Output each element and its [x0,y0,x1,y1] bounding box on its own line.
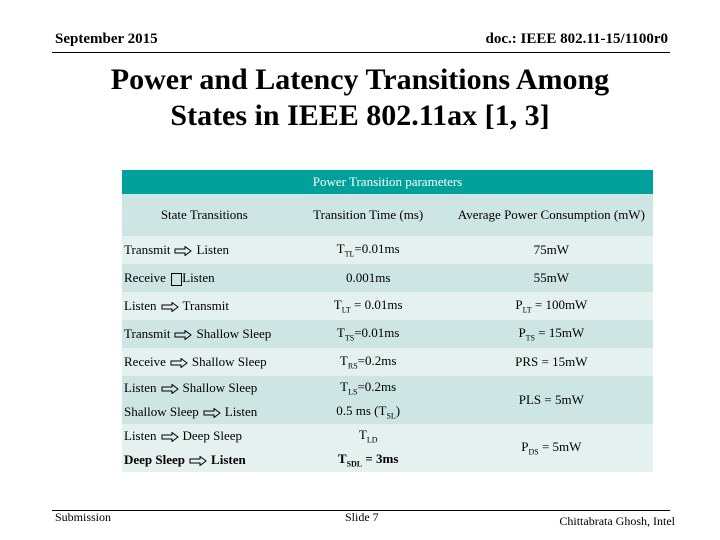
state-cell [122,348,287,376]
to-state: Shallow Sleep [196,326,272,341]
from-state: Transmit [124,326,171,341]
header-date: September 2015 [55,31,158,47]
header-divider [52,52,670,53]
from-state: Receive [124,354,166,369]
power-cell: $P_{DS} = 5mW$ [450,424,653,472]
header-doc-id: doc.: IEEE 802.11-15/1100r0 [485,31,668,47]
col-header-power: Average Power Consumption (mW) [450,194,653,236]
from-state: Transmit [124,242,171,257]
to-state: Transmit [182,298,229,313]
from-state: Listen [124,298,157,313]
time-cell: 0.5 ms $(T_{SL})$ [287,400,450,424]
arrow-right-icon [174,330,192,340]
from-state: Shallow Sleep [124,404,199,419]
state-cell [122,292,287,320]
time-cell: 0.001ms [287,264,450,292]
arrow-right-icon [161,302,179,312]
state-cell [122,448,287,472]
time-cell: $T_{LT} = 0.01ms$ [287,292,450,320]
col-header-time: Transition Time (ms) [287,194,450,236]
from-state: Listen [124,380,157,395]
power-cell: PRS = 15mW [450,348,653,376]
state-cell [122,320,287,348]
to-state: Listen [196,242,229,257]
state-cell [122,400,287,424]
power-cell: 55mW [450,264,653,292]
arrow-right-icon [170,358,188,368]
power-cell: PLS = 5mW [450,376,653,424]
footer-submission: Submission [55,510,112,524]
time-cell: $T_{TL}=0.01ms$ [287,236,450,264]
from-state: Receive [124,270,166,285]
table-row [122,424,653,448]
state-cell [122,264,287,292]
arrow-right-icon [174,246,192,256]
footer-author: Chittabrata Ghosh, Intel [559,514,675,528]
to-state: Listen [211,452,246,467]
slide-title [0,62,720,134]
time-cell: $T_{LD}$ [287,424,450,448]
power-cell: $P_{LT} = 100mW$ [450,292,653,320]
from-state: Deep Sleep [124,452,186,467]
to-state: Shallow Sleep [182,380,258,395]
table-header-row [122,194,653,236]
power-cell: 75mW [450,236,653,264]
to-state: Shallow Sleep [191,354,267,369]
power-cell: $P_{TS} = 15mW$ [450,320,653,348]
from-state: Listen [124,428,157,443]
power-transition-table [122,170,653,472]
table-row [122,292,653,320]
col-header-transitions: State Transitions [122,194,287,236]
arrow-right-icon [161,384,179,394]
table-row [122,376,653,400]
table-row [122,348,653,376]
state-cell [122,424,287,448]
table-row [122,236,653,264]
arrow-right-icon [203,408,221,418]
to-state: Deep Sleep [182,428,243,443]
title-line-2: States in IEEE 802.11ax [1, 3] [170,99,550,132]
time-cell: $T_{SDL} = 3ms$ [287,448,450,472]
table-caption: Power Transition parameters [122,170,653,194]
to-state: Listen [182,270,215,285]
arrow-right-icon [161,432,179,442]
state-cell [122,376,287,400]
footer-slide-number: Slide 7 [345,510,379,524]
missing-glyph-icon [171,273,182,286]
time-cell: $T_{TS}=0.01ms$ [287,320,450,348]
table-row [122,320,653,348]
state-cell [122,236,287,264]
title-line-1: Power and Latency Transitions Among [110,63,610,96]
to-state: Listen [224,404,258,419]
arrow-right-icon [189,456,207,466]
table-row [122,264,653,292]
time-cell: $T_{RS}=0.2ms$ [287,348,450,376]
time-cell: $T_{LS}=0.2ms$ [287,376,450,400]
